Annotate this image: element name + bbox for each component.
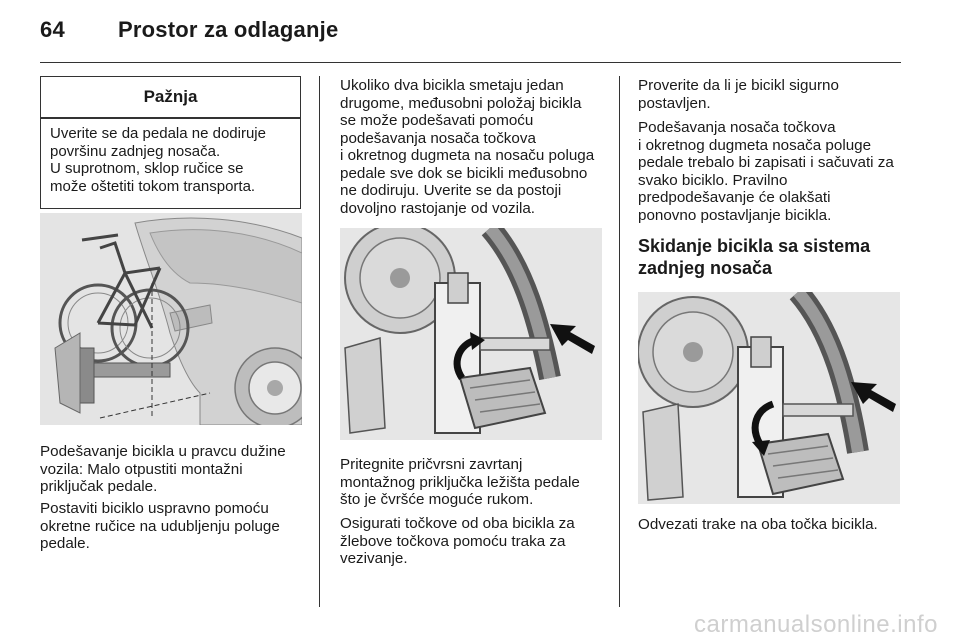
- page-number: 64: [40, 17, 66, 42]
- text-line: podešavanja nosača točkova: [340, 129, 536, 147]
- text-line: Podešavanja nosača točkova: [638, 119, 836, 136]
- col1-para1: [40, 443, 310, 496]
- heading-line: zadnjeg nosača: [638, 258, 773, 278]
- text-line: se može podešavati pomoću: [340, 112, 534, 129]
- col2-para1: [340, 77, 610, 217]
- header-rule: [40, 62, 901, 63]
- text-line: Ukoliko dva bicikla smetaju jedan: [340, 77, 564, 94]
- col3-para2: [638, 119, 908, 224]
- text-line: vezivanje.: [340, 550, 408, 567]
- column-divider: [319, 76, 320, 607]
- text-line: pedale trebalo bi zapisati i sačuvati za: [638, 154, 894, 171]
- text-line: postavljen.: [638, 94, 711, 112]
- text-line: montažnog priključka ležišta pedale: [340, 473, 580, 491]
- text-line: i okretnog dugmeta nosača poluge: [638, 136, 872, 154]
- heading-line: Skidanje bicikla sa sistema: [638, 236, 871, 256]
- warning-text: [50, 125, 294, 195]
- warning-box: [40, 76, 301, 209]
- text-line: žlebove točkova pomoću traka za: [340, 532, 566, 550]
- col2-para2: [340, 456, 610, 509]
- text-line: Pritegnite pričvrsni zavrtanj: [340, 456, 523, 473]
- text-line: pedale sve dok se bicikli međusobno: [340, 164, 588, 182]
- text-line: vozila: Malo otpustiti montažni: [40, 460, 243, 478]
- warning-line: Uverite se da pedala ne dodiruje: [50, 125, 266, 142]
- col3-para3: [638, 516, 908, 534]
- section-heading: [638, 235, 908, 279]
- bike-on-carrier-illustration: [40, 213, 302, 425]
- column-divider: [619, 76, 620, 607]
- text-line: Proverite da li je bicikl sigurno: [638, 77, 839, 94]
- warning-title: Pažnja: [143, 87, 198, 106]
- warning-rule: [41, 117, 300, 119]
- col3-para1: [638, 77, 908, 112]
- page-title: Prostor za odlaganje: [118, 17, 339, 42]
- text-line: predpodešavanje će olakšati: [638, 189, 831, 206]
- pedal-mount-illustration: [340, 228, 602, 440]
- text-line: Odvezati trake na oba točka bicikla.: [638, 516, 878, 533]
- text-line: dovoljno rastojanje od vozila.: [340, 199, 536, 217]
- watermark: carmanualsonline.info: [694, 611, 938, 638]
- col2-para3: [340, 515, 610, 568]
- text-line: i okretnog dugmeta na nosaču poluga: [340, 147, 595, 164]
- text-line: okretne ručice na udubljenju poluge: [40, 517, 280, 535]
- text-line: Podešavanje bicikla u pravcu dužine: [40, 443, 286, 460]
- col1-para2: [40, 500, 310, 553]
- text-line: svako biciklo. Pravilno: [638, 171, 788, 189]
- text-line: priključak pedale.: [40, 478, 158, 495]
- text-line: ponovno postavljanje bicikla.: [638, 206, 832, 224]
- warning-line: površinu zadnjeg nosača.: [50, 142, 221, 160]
- pedal-release-illustration: [638, 292, 900, 504]
- text-line: drugome, međusobni položaj bicikla: [340, 94, 582, 112]
- warning-line: može oštetiti tokom transporta.: [50, 177, 256, 195]
- text-line: pedale.: [40, 535, 90, 552]
- text-line: Osigurati točkove od oba bicikla za: [340, 515, 575, 532]
- text-line: ne dodiruju. Uverite se da postoji: [340, 182, 562, 199]
- text-line: Postaviti biciklo uspravno pomoću: [40, 500, 269, 517]
- warning-line: U suprotnom, sklop ručice se: [50, 160, 244, 177]
- text-line: što je čvršće moguće rukom.: [340, 491, 534, 508]
